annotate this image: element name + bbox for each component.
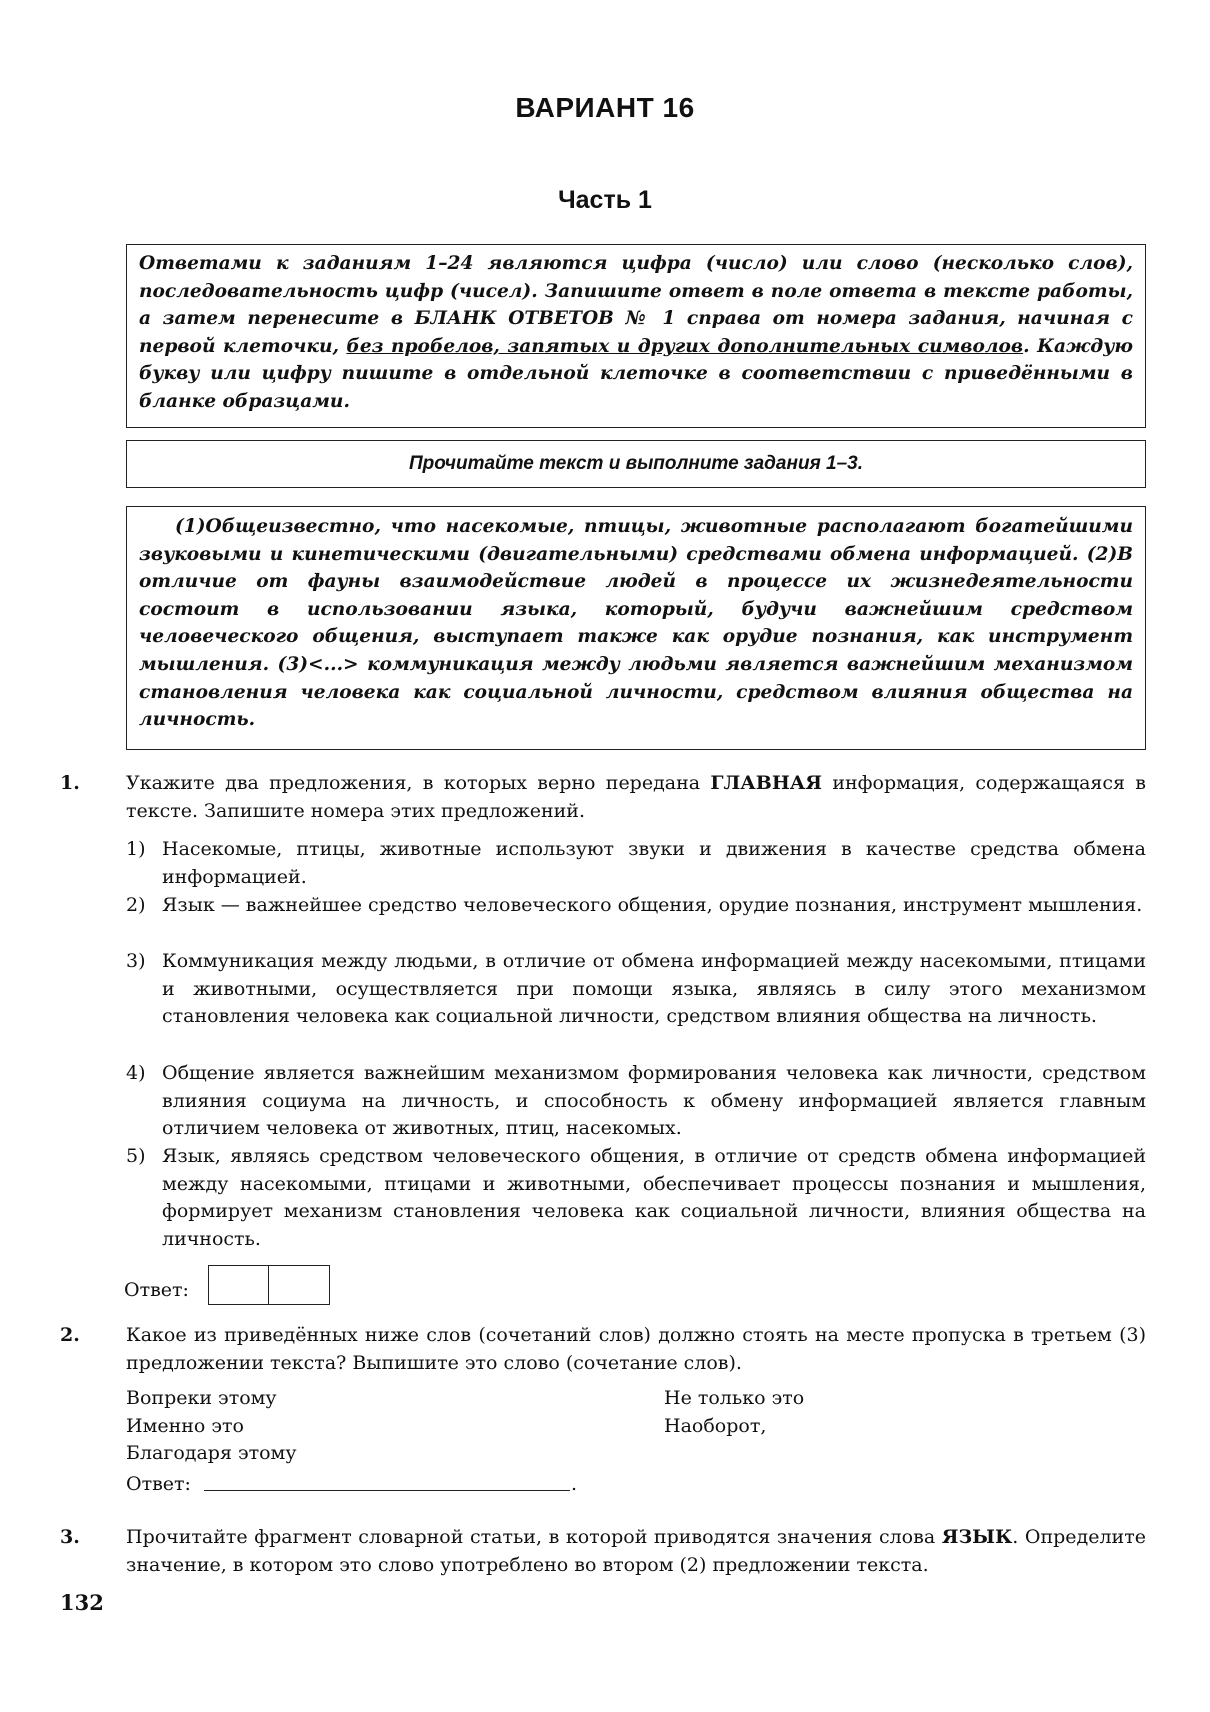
instructions-text-2: . Каждую букву или цифру пишите в отдельной клеточке в соответствии с приведёнными в бланке образцами. [139,335,1133,412]
q2-text: Какое из приведённых ниже слов (сочетаний слов) должно стоять на месте пропуска в третьем (3) предложении текста? Выпишите это слово (сочетание слов). [126,1324,1146,1374]
q2-choice: Вопреки этому [126,1387,277,1409]
q3-text [126,1524,1146,1579]
page-number: 132 [60,1590,104,1615]
q1-option [126,836,1146,891]
q2-answer-label: Ответ: [126,1473,191,1495]
q1-answer-label: Ответ: [124,1279,189,1301]
q1-option-text: Общение является важнейшим механизмом формирования человека как личности, средством влияния социума на личность, и способность к обмену информацией является главным отличием человека от животных, птиц, насекомых. [162,1062,1146,1140]
q1-option-text: Насекомые, птицы, животные используют звуки и движения в качестве средства обмена информацией. [162,838,1146,888]
q1-option-text: Язык, являясь средством человеческого общения, в отличие от средств обмена информацией между насекомыми, птицами и животными, обеспечивает процессы познания и мышления, формирует механизм становления человека как социальной личности, влияния общества на личность. [162,1145,1146,1250]
q1-option [126,948,1146,1031]
q2-choice: Благодаря этому [126,1442,297,1465]
q3-text-before: Прочитайте фрагмент словарной статьи, в которой приводятся значения слова [126,1526,942,1548]
q2-choices-col1 [126,1385,566,1468]
q1-text-before: Укажите два предложения, в которых верно передана [126,772,711,794]
q1-option-text: Язык — важнейшее средство человеческого общения, орудие познания, инструмент мышления. [162,894,1143,916]
read-instruction: Прочитайте текст и выполните задания 1–3. [408,453,864,474]
q1-answer-box[interactable] [208,1265,330,1305]
instructions-underlined: без пробелов, запятых и других дополнительных символов [346,335,1024,357]
q1-text [126,770,1146,825]
q1-option [126,1060,1146,1143]
q2-choice: Именно это [126,1414,244,1437]
variant-title: ВАРИАНТ 16 [515,92,695,123]
passage-text: (1)Общеизвестно, что насекомые, птицы, животные располагают богатейшими звуковыми и кинетическими (двигательными) средствами обмена информацией. (2)В отличие от фауны взаимодействие людей в процессе их жизнедеятельности состоит в использовании языка, который, будучи важнейшим средством человеческого общения, выступает также как орудие познания, как инструмент мышления. (3)<...> коммуникация между людьми является важнейшим механизмом становления человека как социальной личности, средством влияния общества на личность. [139,516,1133,731]
passage-box [126,506,1146,750]
q1-option-number: 4) [126,1062,146,1084]
q2-answer-line[interactable] [204,1490,570,1491]
q1-bold-word: ГЛАВНАЯ [710,772,823,794]
part-title: Часть 1 [558,186,652,214]
q2-choice: Наоборот, [664,1414,767,1437]
q2-answer-end: . [571,1473,578,1495]
q1-option-text: Коммуникация между людьми, в отличие от обмена информацией между насекомыми, птицами и животными, осуществляется при помощи языка, являясь в силу этого механизмом становления человека как социальной личности, средством влияния общества на личность. [162,950,1146,1028]
q1-number: 1. [60,772,80,794]
instructions-box [126,244,1146,428]
q3-text-after: . Определите значение, в котором это слово употреблено во втором (2) предложении текста. [126,1526,1146,1576]
q1-option-number: 5) [126,1145,146,1167]
q1-option [126,1143,1146,1253]
q2-number: 2. [60,1324,80,1346]
q1-option [126,892,1146,920]
read-instruction-box [126,440,1146,488]
q1-answer-cell-divider [268,1266,269,1304]
q2-choices-col2 [664,1385,1104,1440]
q3-bold-word: ЯЗЫК [941,1526,1013,1548]
q1-text-after: информация, содержащаяся в тексте. Запишите номера этих предложений. [126,772,1146,822]
q2-choice: Не только это [664,1387,805,1409]
q1-option-number: 2) [126,894,146,916]
q1-option-number: 3) [126,950,146,972]
q1-option-number: 1) [126,838,146,860]
q3-number: 3. [60,1526,80,1548]
instructions-text-1: Ответами к заданиям 1–24 являются цифра (число) или слово (несколько слов), последовательность цифр (чисел). Запишите ответ в поле ответа в тексте работы, а затем перенесите в БЛАНК ОТВЕТОВ № 1 справа от номера задания, начиная с первой клеточки, [139,253,1133,357]
